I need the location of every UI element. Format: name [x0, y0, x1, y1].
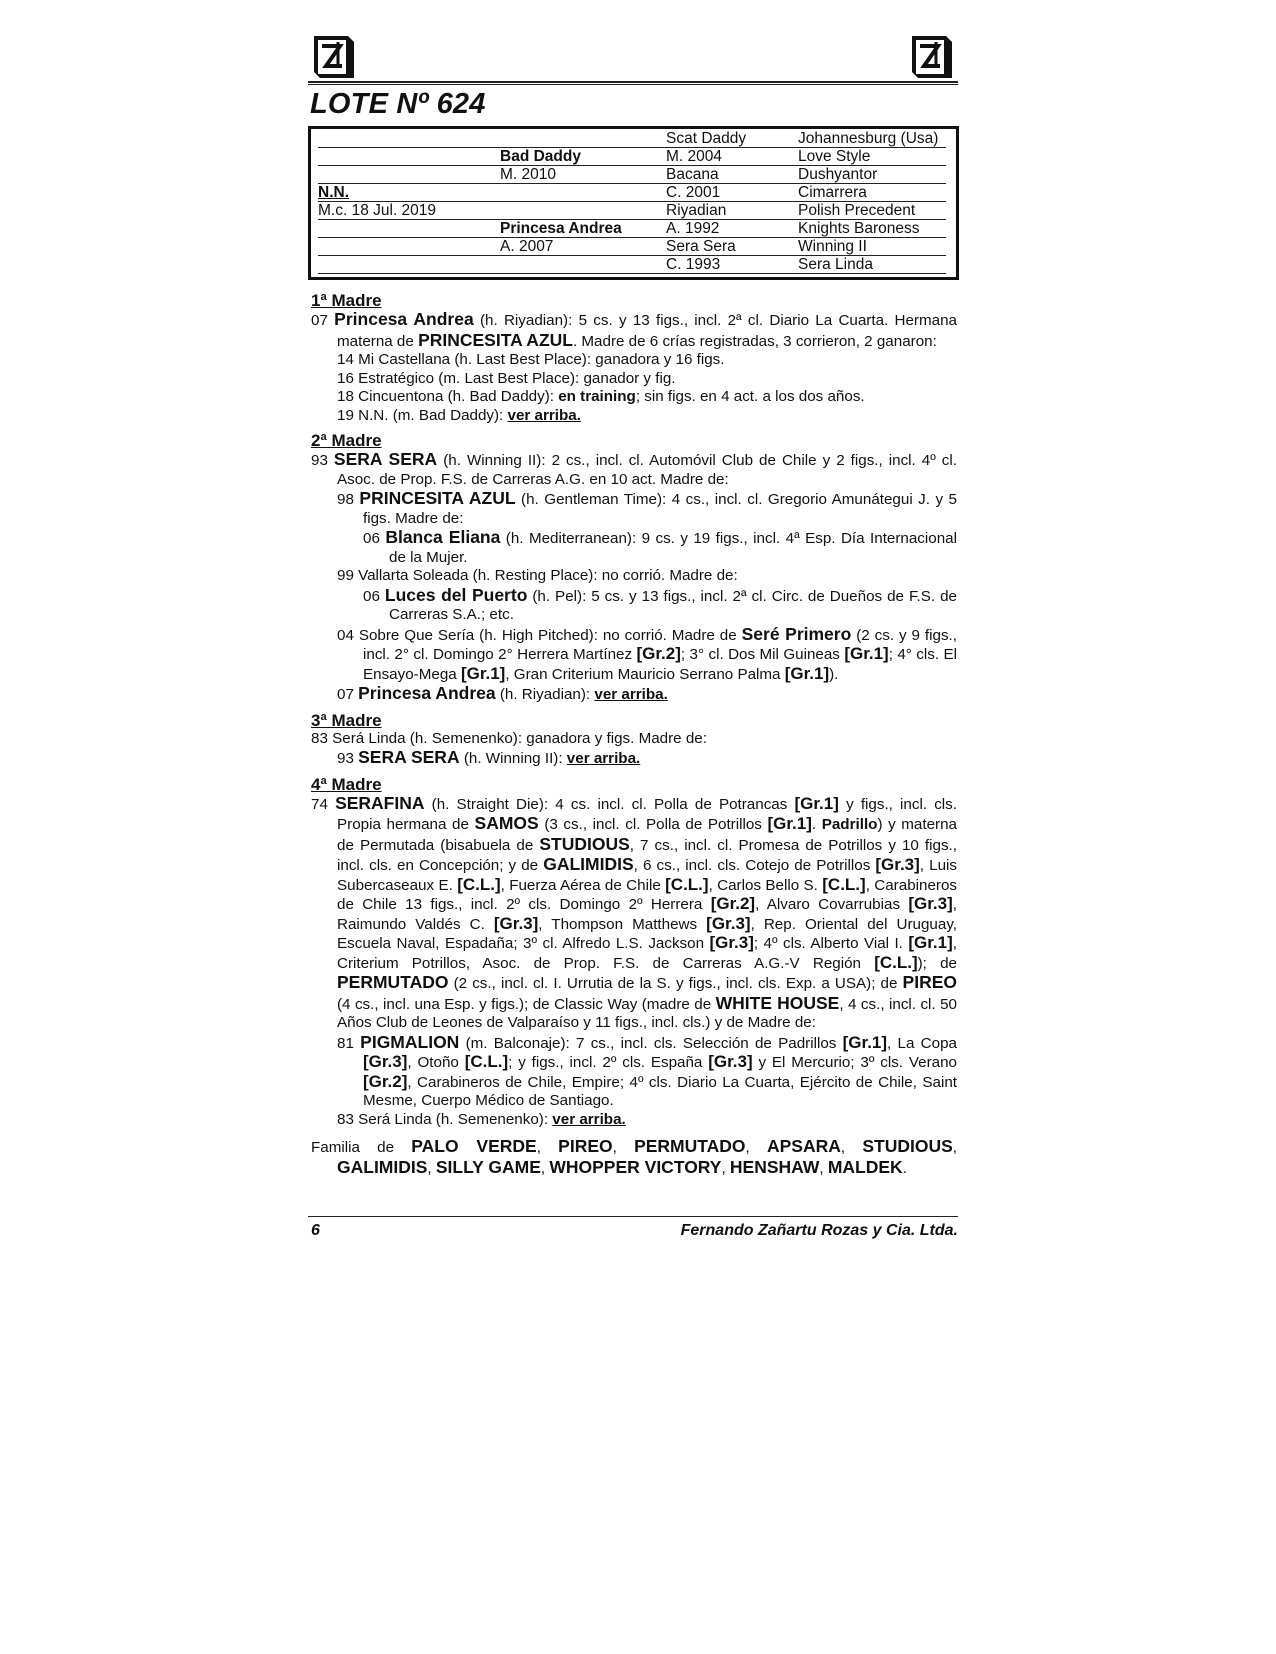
- pedigree-sire: Bad Daddy: [500, 148, 581, 165]
- pedigree-cell: Polish Precedent: [798, 202, 916, 219]
- pedigree-row: [318, 147, 946, 166]
- pedigree-row: [318, 165, 946, 184]
- produce-item: 04 Sobre Que Sería (h. High Pitched): no corrió. Madre de Seré Primero (2 cs. y 9 figs., incl. 2° cl. Domingo 2° Herrera Martínez [Gr.2]; 3° cl. Dos Mil Guineas [Gr.1]; 4° cls. El Ensayo-Mega [Gr.1], Gran Criterium Mauricio Serrano Palma [Gr.1]).: [337, 623, 957, 683]
- page-number: 6: [311, 1222, 320, 1239]
- dam-entry: 07 Princesa Andrea (h. Riyadian): 5 cs. y 13 figs., incl. 2ª cl. Diario La Cuarta. Hermana materna de PRINCESITA AZUL. Madre de 6 crías registradas, 3 corrieron, 2 ganaron:: [311, 309, 957, 350]
- see-above-link: ver arriba.: [594, 686, 668, 703]
- produce-item: 16 Estratégico (m. Last Best Place): ganador y fig.: [337, 369, 676, 387]
- footer-rule: [308, 1216, 958, 1217]
- section-heading: 1ª Madre: [311, 291, 382, 310]
- see-above-link: ver arriba.: [507, 406, 581, 424]
- pedigree-row: [318, 219, 946, 238]
- pedigree-row: [318, 255, 946, 274]
- produce-item: 06 Blanca Eliana (h. Mediterranean): 9 cs. y 19 figs., incl. 4ª Esp. Día Internacional de la Mujer.: [363, 527, 957, 566]
- fz-monogram-logo-icon: [908, 32, 956, 82]
- pedigree-cell: C. 1993: [666, 256, 721, 273]
- pedigree-cell: Knights Baroness: [798, 220, 920, 237]
- produce-item: 14 Mi Castellana (h. Last Best Place): ganadora y 16 figs.: [337, 351, 725, 368]
- pedigree-row: [318, 237, 946, 256]
- produce-item: 99 Vallarta Soleada (h. Resting Place): no corrió. Madre de:: [337, 567, 738, 584]
- pedigree-cell: Winning II: [798, 238, 867, 255]
- fz-monogram-logo-icon: [310, 32, 358, 82]
- pedigree-row: [318, 201, 946, 220]
- pedigree-cell: Riyadian: [666, 202, 727, 219]
- pedigree-cell: Sera Linda: [798, 256, 873, 273]
- pedigree-cell: C. 2001: [666, 184, 721, 201]
- pedigree-cell: Cimarrera: [798, 184, 867, 201]
- pedigree-cell: M.c. 18 Jul. 2019: [318, 202, 437, 219]
- section-heading: 2ª Madre: [311, 431, 382, 450]
- produce-item: 83 Será Linda (h. Semenenko): ver arriba.: [337, 1110, 626, 1128]
- produce-item: 06 Luces del Puerto (h. Pel): 5 cs. y 13 figs., incl. 2ª cl. Circ. de Dueños de F.S. de Carreras S.A.; etc.: [363, 584, 957, 623]
- dam-entry: 83 Será Linda (h. Semenenko): ganadora y figs. Madre de:: [311, 729, 707, 747]
- pedigree-cell: M. 2010: [500, 166, 557, 183]
- dam-entry: 93 SERA SERA (h. Winning II): 2 cs., incl. cl. Automóvil Club de Chile y 2 figs., incl. 4º cl. Asoc. de Prop. F.S. de Carreras A.G. en 10 act. Madre de:: [311, 449, 957, 488]
- pedigree-cell: Sera Sera: [666, 238, 736, 255]
- produce-item: 98 PRINCESITA AZUL (h. Gentleman Time): 4 cs., incl. cl. Gregorio Amunátegui J. y 5 figs. Madre de:: [337, 488, 958, 527]
- pedigree-subject: N.N.: [318, 184, 349, 201]
- see-above-link: ver arriba.: [566, 750, 641, 767]
- lot-title: LOTE Nº 624: [310, 88, 486, 120]
- produce-item: 07 Princesa Andrea (h. Riyadian): ver arriba.: [337, 683, 668, 703]
- header-rule: [308, 81, 958, 83]
- dam-entry: 74 SERAFINA (h. Straight Die): 4 cs. incl. cl. Polla de Potrancas [Gr.1] y figs., incl. cls. Propia hermana de SAMOS (3 cs., incl. cl. Polla de Potrillos [Gr.1]. Padrillo) y materna de Permutada (bisabuela de STUDIOUS, 7 cs., incl. cl. Promesa de Potrillos y 10 figs., incl. cls. en Concepción; y de GALIMIDIS, 6 cs., incl. cls. Cotejo de Potrillos [Gr.3], Luis Subercaseaux E. [C.L.], Fuerza Aérea de Chile [C.L.], Carlos Bello S. [C.L.], Carabineros de Chile 13 figs., incl. 2º cls. Domingo 2º Herrera [Gr.2], Alvaro Covarrubias [Gr.3], Raimundo Valdés C. [Gr.3], Thompson Matthews [Gr.3], Rep. Oriental del Uruguay, Escuela Naval, Espadaña; 3º cl. Alfredo L.S. Jackson [Gr.3]; 4º cls. Alberto Vial I. [Gr.1], Criterium Potrillos, Asoc. de Prop. F.S. de Carreras A.G.-V Región [C.L.]); de PERMUTADO (2 cs., incl. cl. I. Urrutia de la S. y figs., incl. cls. Exp. a USA); de PIREO (4 cs., incl. una Esp. y figs.); de Classic Way (madre de WHITE HOUSE, 4 cs., incl. cl. 50 Años Club de Leones de Valparaíso y 11 figs., incl. cls.) y de Madre de:: [311, 792, 958, 1031]
- pedigree-cell: Johannesburg (Usa): [798, 130, 939, 147]
- header-rule: [308, 84, 958, 85]
- pedigree-dam: Princesa Andrea: [500, 220, 622, 237]
- pedigree-table: [308, 126, 959, 280]
- produce-item: 93 SERA SERA (h. Winning II): ver arriba.: [337, 747, 641, 767]
- section-heading: 4ª Madre: [311, 774, 382, 794]
- produce-item: 81 PIGMALION (m. Balconaje): 7 cs., incl. cls. Selección de Padrillos [Gr.1], La Copa [Gr.3], Otoño [C.L.]; y figs., incl. 2º cls. España [Gr.3] y El Mercurio; 3º cls. Verano [Gr.2], Carabineros de Chile, Empire; 4º cls. Diario La Cuarta, Ejército de Chile, Saint Mesme, Cuerpo Médico de Santiago.: [337, 1031, 957, 1109]
- pedigree-row: [318, 129, 946, 148]
- family-line: Familia de PALO VERDE, PIREO, PERMUTADO, APSARA, STUDIOUS, GALIMIDIS, SILLY GAME, WHOPPER VICTORY, HENSHAW, MALDEK.: [311, 1136, 957, 1177]
- pedigree-cell: Dushyantor: [798, 166, 878, 183]
- pedigree-cell: A. 2007: [500, 238, 554, 255]
- section-heading: 3ª Madre: [311, 710, 382, 730]
- pedigree-cell: Scat Daddy: [666, 130, 747, 147]
- pedigree-cell: A. 1992: [666, 220, 720, 237]
- pedigree-row: [318, 183, 946, 202]
- produce-item: 19 N.N. (m. Bad Daddy): ver arriba.: [337, 406, 581, 424]
- family-content: [311, 291, 957, 1178]
- pedigree-cell: Love Style: [798, 148, 871, 165]
- see-above-link: ver arriba.: [552, 1110, 626, 1128]
- produce-item: 18 Cincuentona (h. Bad Daddy): en training; sin figs. en 4 act. a los dos años.: [337, 388, 865, 405]
- pedigree-cell: Bacana: [666, 166, 719, 183]
- publisher-name: Fernando Zañartu Rozas y Cia. Ltda.: [680, 1222, 958, 1239]
- pedigree-cell: M. 2004: [666, 148, 723, 165]
